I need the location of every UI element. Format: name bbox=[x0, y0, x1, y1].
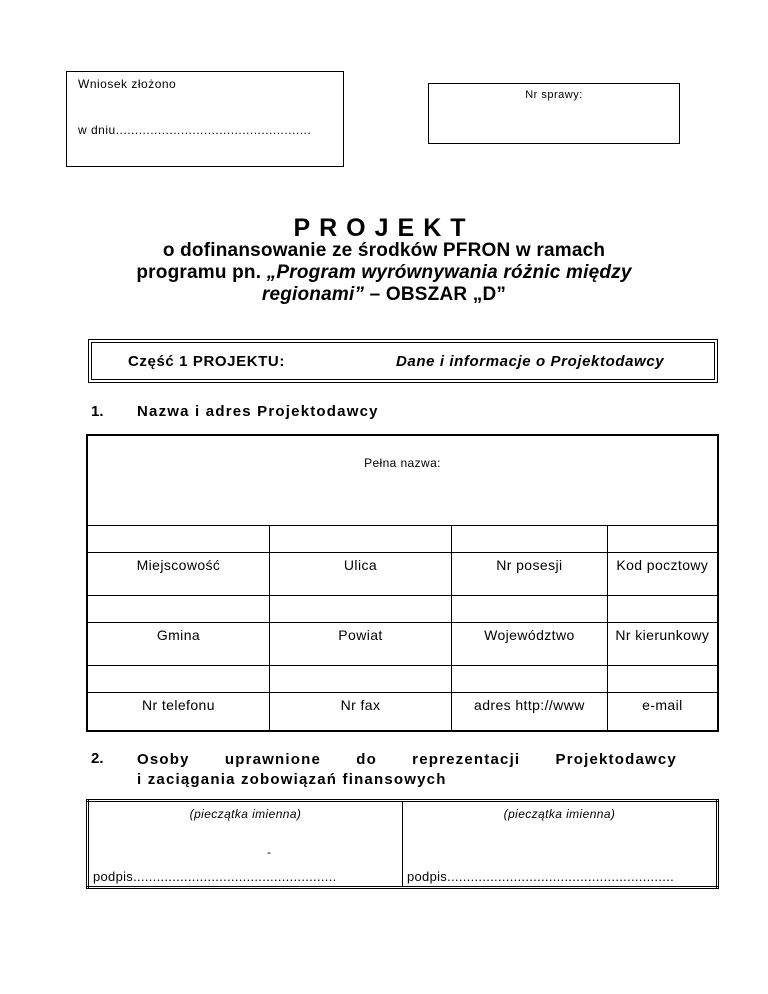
city-label: Miejscowość bbox=[87, 552, 269, 595]
postal-code-label: Kod pocztowy bbox=[607, 552, 718, 595]
email-label: e-mail bbox=[607, 692, 718, 731]
submission-box bbox=[66, 71, 344, 167]
contact-label-row bbox=[87, 692, 718, 731]
commune-input[interactable] bbox=[87, 595, 269, 622]
submission-label: Wniosek złożono bbox=[78, 77, 177, 91]
signatures-table bbox=[86, 799, 719, 889]
fax-input[interactable] bbox=[269, 665, 451, 692]
voivodeship-label: Województwo bbox=[452, 622, 608, 665]
website-label: adres http://www bbox=[452, 692, 608, 731]
county-label: Powiat bbox=[269, 622, 451, 665]
part-label: Część 1 PROJEKTU: bbox=[128, 353, 285, 370]
street-label: Ulica bbox=[269, 552, 451, 595]
signature-cell-left[interactable] bbox=[88, 801, 403, 888]
fax-label: Nr fax bbox=[269, 692, 451, 731]
phone-label: Nr telefonu bbox=[87, 692, 269, 731]
voivodeship-input[interactable] bbox=[452, 595, 608, 622]
date-label: w dniu bbox=[78, 123, 116, 137]
house-number-label: Nr posesji bbox=[452, 552, 608, 595]
postal-code-input[interactable] bbox=[607, 525, 718, 552]
signature-line-left: podpis.................................................... bbox=[93, 869, 337, 884]
full-name-label: Pełna nazwa: bbox=[364, 456, 441, 470]
section-2-number: 2. bbox=[91, 750, 104, 767]
stamp-label-right: (pieczątka imienna) bbox=[503, 807, 616, 821]
commune-label: Gmina bbox=[87, 622, 269, 665]
house-number-input[interactable] bbox=[452, 525, 608, 552]
part-description: Dane i informacje o Projektodawcy bbox=[396, 353, 665, 370]
subtitle-line-2: programu pn. „Program wyrównywania różnic między bbox=[136, 262, 632, 283]
document-subtitle bbox=[60, 240, 708, 306]
section-1-number: 1. bbox=[91, 403, 104, 420]
address-input-row-2 bbox=[87, 595, 718, 622]
section-2-title bbox=[137, 750, 677, 790]
address-label-row-1 bbox=[87, 552, 718, 595]
full-name-field[interactable] bbox=[87, 435, 718, 525]
address-table bbox=[86, 434, 719, 732]
address-label-row-2 bbox=[87, 622, 718, 665]
dash-mark: - bbox=[267, 845, 271, 859]
phone-input[interactable] bbox=[87, 665, 269, 692]
section-2-title-line-2: i zaciągania zobowiązań finansowych bbox=[137, 771, 447, 788]
signature-cell-right[interactable] bbox=[403, 801, 718, 888]
area-code-label: Nr kierunkowy bbox=[607, 622, 718, 665]
subtitle-line-3: regionami” – OBSZAR „D” bbox=[261, 284, 507, 305]
document-title: PROJEKT bbox=[293, 214, 475, 242]
contact-input-row bbox=[87, 665, 718, 692]
full-name-row bbox=[87, 435, 718, 525]
subtitle-line-1: o dofinansowanie ze środków PFRON w ramach bbox=[162, 240, 606, 261]
city-input[interactable] bbox=[87, 525, 269, 552]
website-input[interactable] bbox=[452, 665, 608, 692]
case-number-label: Nr sprawy: bbox=[525, 89, 583, 101]
county-input[interactable] bbox=[269, 595, 451, 622]
submission-date-field[interactable] bbox=[78, 123, 311, 137]
section-2-title-line-1: Osoby uprawnione do reprezentacji Projektodawcy bbox=[137, 751, 677, 768]
stamp-label-left: (pieczątka imienna) bbox=[189, 807, 302, 821]
signature-line-right: podpis.......................................................... bbox=[407, 869, 674, 884]
address-input-row-1 bbox=[87, 525, 718, 552]
email-input[interactable] bbox=[607, 665, 718, 692]
date-dots: ................................................... bbox=[115, 123, 312, 137]
part-header-box bbox=[88, 339, 718, 383]
section-1-title: Nazwa i adres Projektodawcy bbox=[137, 403, 379, 420]
street-input[interactable] bbox=[269, 525, 451, 552]
case-number-box[interactable] bbox=[428, 83, 680, 144]
area-code-input[interactable] bbox=[607, 595, 718, 622]
